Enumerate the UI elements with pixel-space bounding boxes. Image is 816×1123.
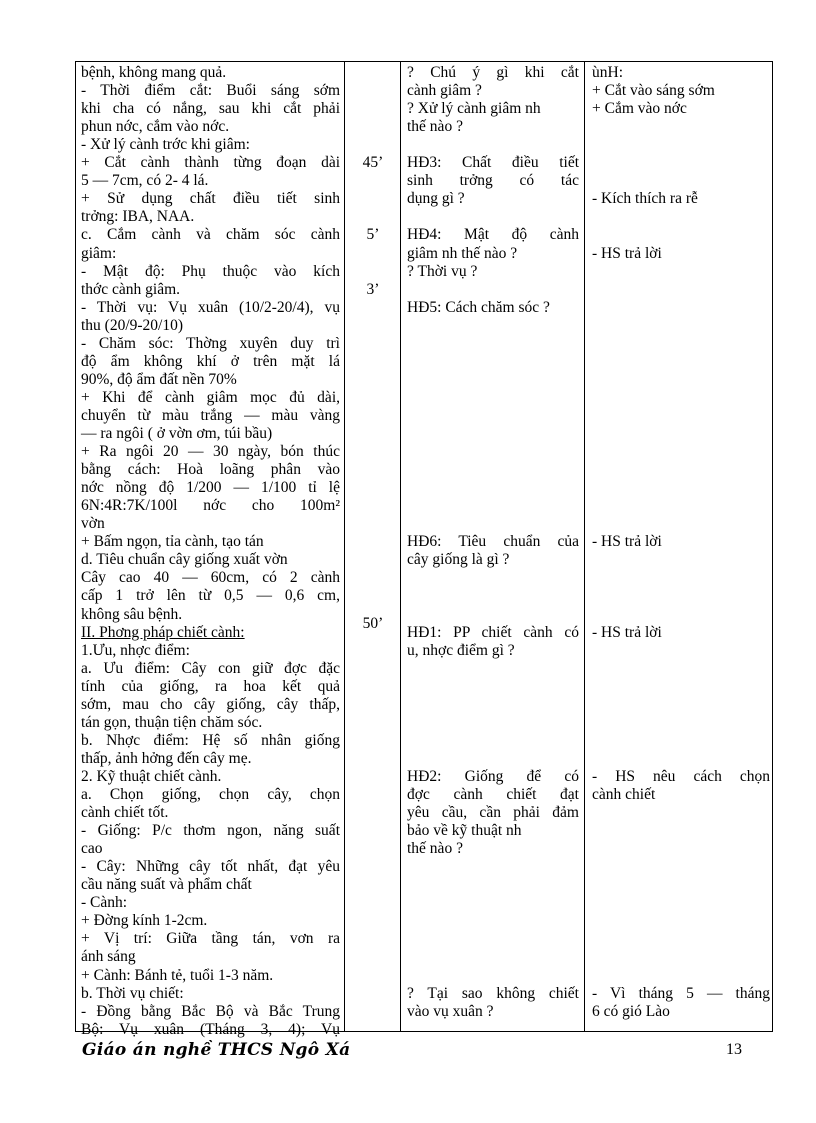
col3-line: ? Chú ý gì khi cắt (407, 64, 579, 81)
col1-line: tán gọn, thuận tiện chăm sóc. (81, 713, 263, 731)
content-column (76, 62, 345, 1038)
col1-line: + Sử dụng chất điều tiết sinh (81, 190, 340, 208)
col1-line: - Giống: P/c thơm ngon, năng suất (81, 822, 340, 840)
col4-line: - HS trả lời (592, 244, 662, 262)
col1-line: vờn (81, 515, 105, 533)
col1-line: b. Thời vụ chiết: (81, 984, 184, 1002)
col1-line: 2. Kỹ thuật chiết cành. (81, 767, 222, 785)
col1-line: + Khi để cành giâm mọc đủ dài, (81, 388, 340, 406)
col3-line: cành giâm ? (407, 82, 482, 100)
col1-line: giâm: (81, 244, 117, 262)
col4-line: 6 có gió Lào (592, 1002, 670, 1020)
col1-line: + Đờng kính 1-2cm. (81, 912, 208, 930)
col1-line: — ra ngôi ( ở vờn ơm, túi bầu) (81, 425, 273, 442)
col1-line: a. Ưu điểm: Cây con giữ đợc đặc (81, 659, 340, 677)
col4-line: + Cắt vào sáng sớm (592, 82, 715, 100)
col1-line: thớc cành giâm. (81, 280, 181, 298)
col1-line: phun nớc, cắm vào nớc. (81, 118, 230, 136)
col4-line: - HS nêu cách chọn (592, 767, 770, 785)
col1-line: - Thời điểm cắt: Buổi sáng sớm (81, 82, 340, 100)
col1-line: 6N:4R:7K/100l nớc cho 100m² (81, 497, 340, 515)
col4-line: - Kích thích ra rễ (592, 190, 698, 208)
col1-line: d. Tiêu chuẩn cây giống xuất vờn (81, 551, 288, 569)
col3-line: thế nào ? (407, 118, 463, 136)
col1-line: + Cành: Bánh tẻ, tuổi 1-3 năm. (81, 966, 274, 984)
lesson-table (75, 61, 773, 1038)
col2-line: 5’ (366, 226, 380, 244)
time-column (345, 62, 401, 1031)
col1-line: thấp, ảnh hởng đến cây mẹ. (81, 749, 252, 767)
teacher-activity-column (401, 62, 585, 1031)
col3-line: HĐ2: Giống để có (407, 767, 579, 785)
page-number: 13 (726, 1041, 742, 1058)
col1-line: nớc nồng độ 1/200 — 1/100 tỉ lệ (81, 479, 340, 497)
col1-line: cấp 1 trở lên từ 0,5 — 0,6 cm, (81, 587, 340, 605)
col4-line: ùnH: (592, 64, 623, 81)
col1-line: cầu năng suất và phẩm chất (81, 876, 252, 894)
col1-line: độ ẩm không khí ở trên mặt lá (81, 352, 340, 370)
col3-line: HĐ4: Mật độ cành (407, 226, 579, 244)
col1-line: - Đồng bằng Bắc Bộ và Bắc Trung (81, 1002, 340, 1020)
col1-line: + Cắt cành thành từng đoạn dài (81, 154, 340, 172)
col2-line: 3’ (366, 280, 380, 298)
col3-line: yêu cầu, cần phải đảm (407, 804, 579, 822)
col1-line: + Ra ngôi 20 — 30 ngày, bón thúc (81, 443, 340, 461)
col4-line: - Vì tháng 5 — tháng (592, 984, 770, 1002)
col1-line: thu (20/9-20/10) (81, 316, 184, 334)
col1-line: cành chiết tốt. (81, 804, 169, 822)
col1-line: chuyển từ màu trắng — màu vàng (81, 406, 340, 424)
col1-line: tính của giống, ra hoa kết quả (81, 677, 340, 695)
col1-line: + Bấm ngọn, tỉa cành, tạo tán (81, 533, 264, 551)
col3-line: ? Xử lý cành giâm nh (407, 100, 541, 118)
col1-line: sớm, mau cho cây giống, cây thấp, (81, 695, 340, 713)
col3-line: giâm nh thế nào ? (407, 244, 518, 262)
col1-line: không sâu bệnh. (81, 605, 183, 623)
col1-line: + Vị trí: Giữa tầng tán, vơn ra (81, 930, 340, 948)
col1-line: 1.Ưu, nhợc điểm: (81, 641, 190, 659)
footer-title: Giáo án nghề THCS Ngô Xá (82, 1040, 351, 1060)
col4-line: cành chiết (592, 786, 656, 803)
col3-line: vào vụ xuân ? (407, 1002, 494, 1020)
col1-line: Cây cao 40 — 60cm, có 2 cành (81, 569, 340, 587)
col3-line: bảo về kỹ thuật nh (407, 822, 522, 840)
col1-line: - Xử lý cành trớc khi giâm: (81, 136, 250, 154)
col1-line: II. Phơng pháp chiết cành: (81, 623, 245, 641)
col1-line: 90%, độ ẩm đất nền 70% (81, 370, 237, 388)
col1-line: c. Cắm cành và chăm sóc cành (81, 226, 340, 244)
col1-line: 5 — 7cm, có 2- 4 lá. (81, 172, 209, 190)
col4-line: - HS trả lời (592, 623, 662, 641)
col3-line: thế nào ? (407, 840, 463, 858)
col3-line: cây giống là gì ? (407, 551, 510, 569)
col1-line: ánh sáng (81, 948, 136, 966)
col3-line: đợc cành chiết đạt (407, 786, 579, 803)
col2-line: 50’ (362, 614, 384, 632)
col1-line: khi cha có nắng, sau khi cắt phải (81, 100, 340, 118)
col1-line: - Cây: Những cây tốt nhất, đạt yêu (81, 858, 340, 876)
col1-line: bệnh, không mang quả. (81, 64, 227, 81)
col4-line: - HS trả lời (592, 533, 662, 551)
col1-line: trởng: IBA, NAA. (81, 208, 195, 226)
col3-line: ? Thời vụ ? (407, 262, 478, 280)
col3-line: dụng gì ? (407, 190, 465, 208)
col3-line: u, nhợc điểm gì ? (407, 641, 515, 659)
col3-line: HĐ5: Cách chăm sóc ? (407, 298, 550, 316)
col1-line: bằng cách: Hoà loãng phân vào (81, 461, 340, 479)
col3-line: sinh trởng có tác (407, 172, 579, 190)
col1-line: a. Chọn giống, chọn cây, chọn (81, 786, 340, 803)
col1-line: b. Nhợc điểm: Hệ số nhân giống (81, 731, 340, 749)
col3-line: HĐ6: Tiêu chuẩn của (407, 533, 579, 551)
col1-line: - Cành: (81, 894, 128, 912)
col3-line: ? Tại sao không chiết (407, 984, 579, 1002)
col3-line: HĐ3: Chất điều tiết (407, 154, 579, 172)
col1-line: cao (81, 840, 103, 858)
col4-line: + Cắm vào nớc (592, 100, 687, 118)
col1-line: - Thời vụ: Vụ xuân (10/2-20/4), vụ (81, 298, 340, 316)
col1-line: Bộ: Vụ xuân (Tháng 3, 4); Vụ (81, 1020, 340, 1038)
col3-line: HĐ1: PP chiết cành có (407, 623, 579, 641)
student-activity-column (585, 62, 774, 1031)
col1-line: - Chăm sóc: Thờng xuyên duy trì (81, 334, 340, 352)
col2-line: 45’ (362, 154, 384, 172)
col1-line: - Mật độ: Phụ thuộc vào kích (81, 262, 340, 280)
